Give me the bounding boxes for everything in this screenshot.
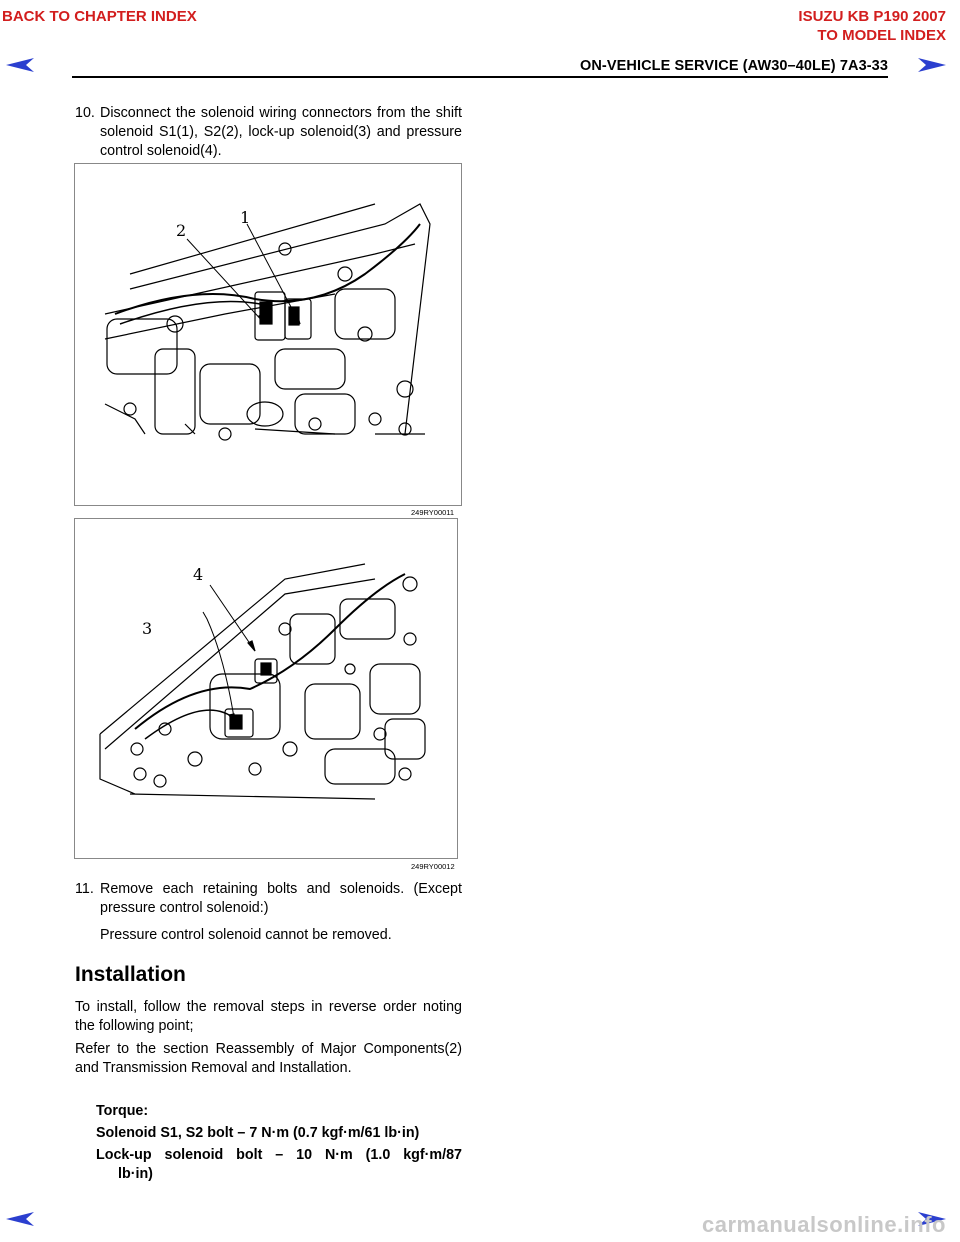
- torque-spec-1: Solenoid S1, S2 bolt – 7 N·m (0.7 kgf·m/61 lb·in): [96, 1125, 420, 1141]
- prev-page-arrow-bottom-icon[interactable]: [6, 1212, 34, 1226]
- model-title-link[interactable]: ISUZU KB P190 2007: [798, 8, 946, 25]
- torque-spec-2-cont: lb·in): [118, 1166, 153, 1182]
- prev-page-arrow-icon[interactable]: [6, 58, 34, 72]
- page-header-title: ON-VEHICLE SERVICE (AW30–40LE) 7A3-33: [579, 58, 888, 74]
- step-10-number: 10.: [75, 105, 95, 121]
- installation-heading: Installation: [75, 963, 186, 986]
- step-11: [75, 880, 462, 945]
- torque-label: Torque:: [96, 1103, 149, 1119]
- installation-para-1: To install, follow the removal steps in reverse order noting the following point;: [75, 999, 462, 1034]
- figure-1-drawing: [75, 164, 461, 505]
- figure-solenoid-s1-s2: [74, 163, 462, 506]
- step-11-number: 11.: [75, 881, 94, 897]
- next-page-arrow-icon[interactable]: [918, 58, 946, 72]
- figure-1-code: 249RY00011: [411, 508, 455, 517]
- figure-2-code: 249RY00012: [411, 862, 455, 871]
- watermark-logo: carmanualsonline.info: [702, 1212, 946, 1237]
- callout-1: 1: [240, 208, 251, 227]
- figure-2-drawing: [75, 519, 457, 858]
- step-10: [75, 104, 462, 161]
- back-to-chapter-index-link[interactable]: BACK TO CHAPTER INDEX: [2, 8, 197, 25]
- installation-para-2: Refer to the section Reassembly of Major Components(2) and Transmission Removal and Installation.: [75, 1041, 462, 1076]
- figure-solenoid-lockup-pressure: [74, 518, 458, 859]
- to-model-index-link[interactable]: TO MODEL INDEX: [817, 27, 946, 44]
- torque-spec-2: Lock-up solenoid bolt – 10 N·m (1.0 kgf·m/87: [96, 1147, 462, 1163]
- step-10-text: Disconnect the solenoid wiring connectors from the shift solenoid S1(1), S2(2), lock-up solenoid(3) and pressure control solenoid(4).: [100, 105, 462, 159]
- step-11-text: Remove each retaining bolts and solenoids. (Except pressure control solenoid:): [100, 881, 462, 916]
- step-11-note: Pressure control solenoid cannot be removed.: [100, 927, 392, 943]
- callout-3: 3: [142, 619, 153, 638]
- header-rule: [72, 76, 888, 78]
- callout-4: 4: [193, 565, 204, 584]
- callout-2: 2: [176, 221, 187, 240]
